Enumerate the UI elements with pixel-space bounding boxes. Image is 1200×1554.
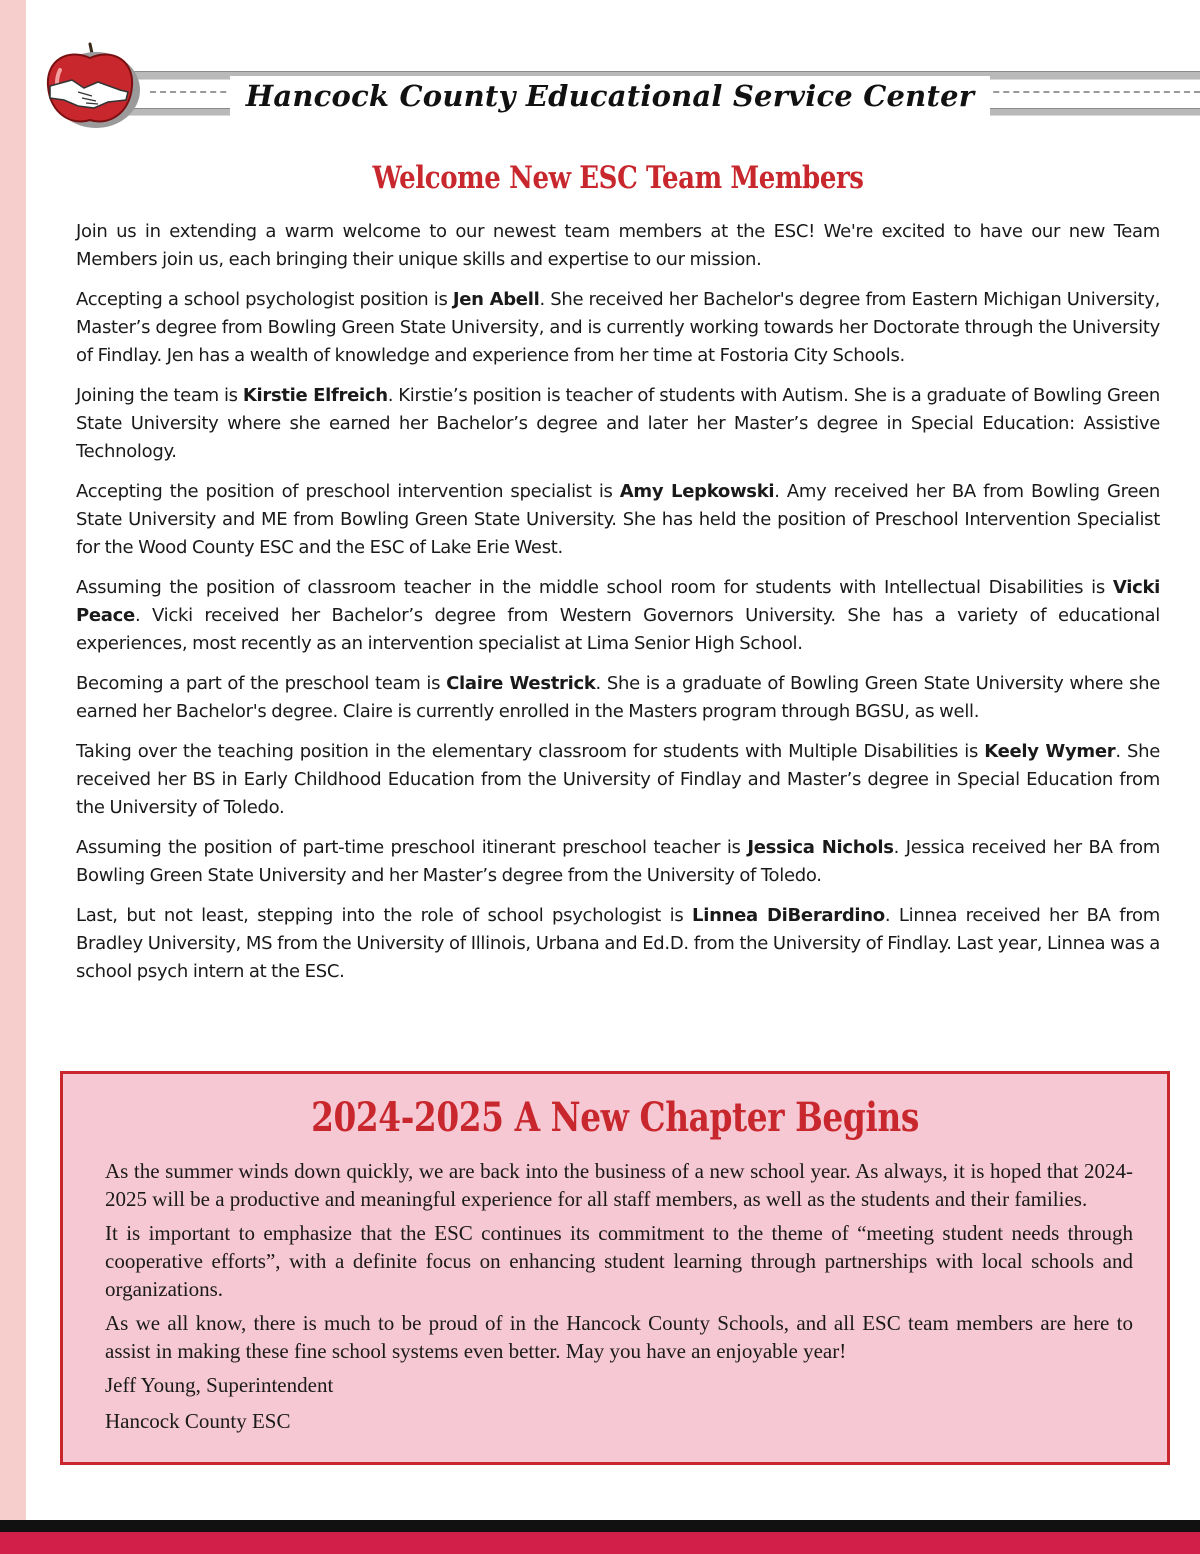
member-name: Keely Wymer (984, 741, 1116, 762)
member-text: Accepting the position of preschool intervention specialist is (76, 481, 620, 502)
member-paragraph (76, 478, 1160, 562)
member-name: Kirstie Elfreich (242, 385, 388, 406)
member-paragraph (76, 834, 1160, 890)
member-text: Assuming the position of part-time preschool itinerant preschool teacher is (76, 837, 748, 858)
member-text: Becoming a part of the preschool team is (76, 673, 447, 694)
new-chapter-box (60, 1071, 1170, 1465)
member-name: Vicki Peace (76, 577, 1160, 626)
chapter-paragraph: It is important to emphasize that the ESC continues its commitment to the theme of “meeting student needs through cooperative efforts”, with a definite focus on enhancing student learning through partnerships with local schools and organizations. (105, 1221, 1133, 1301)
member-text: Accepting a school psychologist position is (76, 289, 453, 310)
member-text: . Amy received her BA from Bowling Green State University and ME from Bowling Green State University. She has held the position of Preschool Intervention Specialist for the Wood County ESC and the ESC of Lake Erie West. (76, 481, 1160, 558)
organization-name: Hancock County Educational Service Center (230, 76, 990, 116)
member-name: Linnea DiBerardino (692, 905, 885, 926)
member-paragraph (76, 286, 1160, 370)
signature-org: Hancock County ESC (105, 1409, 291, 1433)
member-name: Jen Abell (452, 289, 540, 310)
welcome-intro: Join us in extending a warm welcome to our newest team members at the ESC! We're excited to have our new Team Members join us, each bringing their unique skills and expertise to our mission. (76, 221, 1160, 270)
member-name: Amy Lepkowski (619, 481, 775, 502)
member-text: . She is a graduate of Bowling Green State University where she earned her Bachelor's degree. Claire is currently enrolled in the Masters program through BGSU, as well. (76, 673, 1161, 722)
new-chapter-body (105, 1157, 1133, 1443)
signature-name: Jeff Young, Superintendent (105, 1373, 334, 1397)
member-paragraph (76, 902, 1160, 986)
footer-black-band (0, 1520, 1200, 1532)
member-text: Taking over the teaching position in the elementary classroom for students with Multiple Disabilities is (76, 741, 985, 762)
member-text: . She received her BS in Early Childhood Education from the University of Findlay and Master’s degree in Special Education from the University of Toledo. (76, 741, 1160, 818)
footer-red-band (0, 1532, 1200, 1554)
member-text: . Kirstie’s position is teacher of students with Autism. She is a graduate of Bowling Green State University where she earned her Bachelor’s degree and later her Master’s degree in Special Education: Assistive Technology. (76, 385, 1160, 462)
member-name: Jessica Nichols (747, 837, 894, 858)
member-paragraph (76, 670, 1160, 726)
member-paragraph (76, 382, 1160, 466)
new-chapter-title: 2024-2025 A New Chapter Begins (311, 1094, 919, 1141)
member-name: Claire Westrick (446, 673, 596, 694)
member-text: Assuming the position of classroom teacher in the middle school room for students with Intellectual Disabilities is (76, 577, 1113, 598)
member-text: . She received her Bachelor's degree from Eastern Michigan University, Master’s degree from Bowling Green State University, and is currently working towards her Doctorate through the University of Findlay. Jen has a wealth of knowledge and experience from her time at Fostoria City Schools. (76, 289, 1160, 366)
chapter-paragraph: As we all know, there is much to be proud of in the Hancock County Schools, and all ESC team members are here to assist in making these fine school systems even better. May you have an enjoyable year! (105, 1311, 1133, 1363)
apple-handshake-icon (38, 40, 142, 130)
chapter-paragraph: As the summer winds down quickly, we are back into the business of a new school year. As always, it is hoped that 2024-2025 will be a productive and meaningful experience for all staff members, as well as the students and their families. (105, 1159, 1133, 1211)
left-decorative-strip (0, 0, 26, 1554)
member-text: . Jessica received her BA from Bowling Green State University and her Master’s degree from the University of Toledo. (76, 837, 1160, 886)
member-text: Joining the team is (76, 385, 243, 406)
member-text: Last, but not least, stepping into the role of school psychologist is (76, 905, 693, 926)
welcome-section (76, 218, 1160, 998)
member-text: . Vicki received her Bachelor’s degree from Western Governors University. She has a variety of educational experiences, most recently as an intervention specialist at Lima Senior High School. (76, 605, 1160, 654)
member-paragraph (76, 738, 1160, 822)
page-header (0, 0, 1200, 140)
welcome-section-title: Welcome New ESC Team Members (372, 160, 864, 196)
member-text: . Linnea received her BA from Bradley University, MS from the University of Illinois, Urbana and Ed.D. from the University of Findlay. Last year, Linnea was a school psych intern at the ESC. (76, 905, 1160, 982)
member-paragraph (76, 574, 1160, 658)
